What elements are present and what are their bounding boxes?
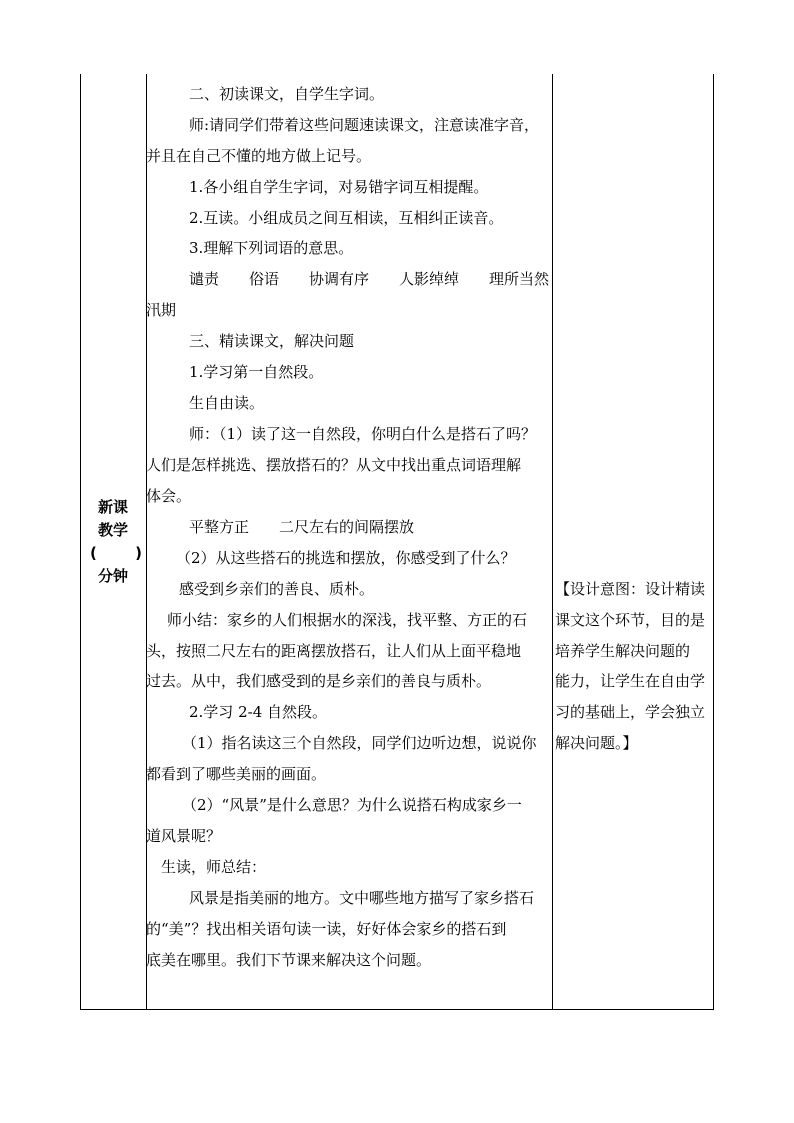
content-line: 二、初读课文，自学生字词。 (189, 85, 385, 103)
content-line: 底美在哪里。我们下节课来解决这个问题。 (146, 951, 432, 969)
content-line: 生自由读。 (189, 394, 265, 412)
design-note-line: 能力，让学生在自由学 (555, 672, 706, 690)
paren-close: ) (135, 544, 142, 562)
design-note-line: 培养学生解决问题的 (555, 642, 691, 660)
content-line: （1）指名读这三个自然段，同学们边听边想，说说你 (182, 734, 537, 752)
design-note-line: 【设计意图：设计精读 (555, 580, 706, 598)
content-line: 人们是怎样挑选、摆放搭石的？从文中找出重点词语理解 (146, 456, 522, 474)
row-label-line: 新课 (97, 498, 128, 516)
content-line: 生读，师总结： (161, 858, 267, 876)
content-line: 体会。 (146, 487, 192, 505)
duration-parentheses (80, 542, 146, 565)
content-line: 并且在自己不懂的地方做上记号。 (146, 147, 372, 165)
content-line: 风景是指美丽的地方。文中哪些地方描写了家乡搭石 (189, 889, 535, 907)
content-line: 1.各小组自学生字词，对易错字词互相提醒。 (189, 178, 489, 196)
content-line: 头，按照二尺左右的距离摆放搭石，让人们从上面平稳地 (146, 642, 522, 660)
content-line: （2）从这些搭石的挑选和摆放，你感受到了什么？ (176, 549, 516, 567)
design-note-line: 课文这个环节，目的是 (555, 611, 706, 629)
teaching-content-cell (146, 74, 552, 1010)
content-line: 1.学习第一自然段。 (189, 363, 324, 381)
content-line: 师:请同学们带着这些问题速读课文，注意读准字音， (189, 116, 540, 134)
paren-open: ( (90, 544, 97, 562)
design-note-line: 解决问题。】 (555, 734, 638, 752)
content-line: 2.互读。小组成员之间互相读，互相纠正读音。 (189, 209, 504, 227)
content-line: 2.学习 2-4 自然段。 (189, 703, 328, 721)
row-label-line: 教学 (97, 521, 128, 539)
design-note-line: 习的基础上，学会独立 (555, 703, 706, 721)
content-line: 三、精读课文，解决问题 (189, 332, 355, 350)
design-intent-cell (553, 74, 714, 1010)
content-line: （2）“风景”是什么意思？为什么说搭石构成家乡一 (182, 796, 522, 814)
content-line: 都看到了哪些美丽的画面。 (146, 765, 327, 783)
content-line: 过去。从中，我们感受到的是乡亲们的善良与质朴。 (146, 672, 492, 690)
row-label (80, 496, 146, 588)
lesson-plan-table (80, 74, 714, 1010)
content-line: 的“美”？找出相关语句读一读，好好体会家乡的搭石到 (146, 920, 507, 938)
content-line: 平整方正 二尺左右的间隔摆放 (189, 518, 415, 536)
row-label-cell (80, 74, 146, 1010)
content-line: 谴责 俗语 协调有序 人影绰绰 理所当然 (189, 270, 550, 288)
content-line: 师小结：家乡的人们根据水的深浅，找平整、方正的石 (167, 611, 528, 629)
content-line: 道风景呢？ (146, 827, 222, 845)
content-line: 感受到乡亲们的善良、质朴。 (179, 580, 375, 598)
row-label-line: 分钟 (97, 567, 128, 585)
content-line: 汛期 (146, 301, 177, 319)
content-line: 师：（1）读了这一自然段，你明白什么是搭石了吗？ (189, 425, 537, 443)
content-line: 3.理解下列词语的意思。 (189, 239, 354, 257)
